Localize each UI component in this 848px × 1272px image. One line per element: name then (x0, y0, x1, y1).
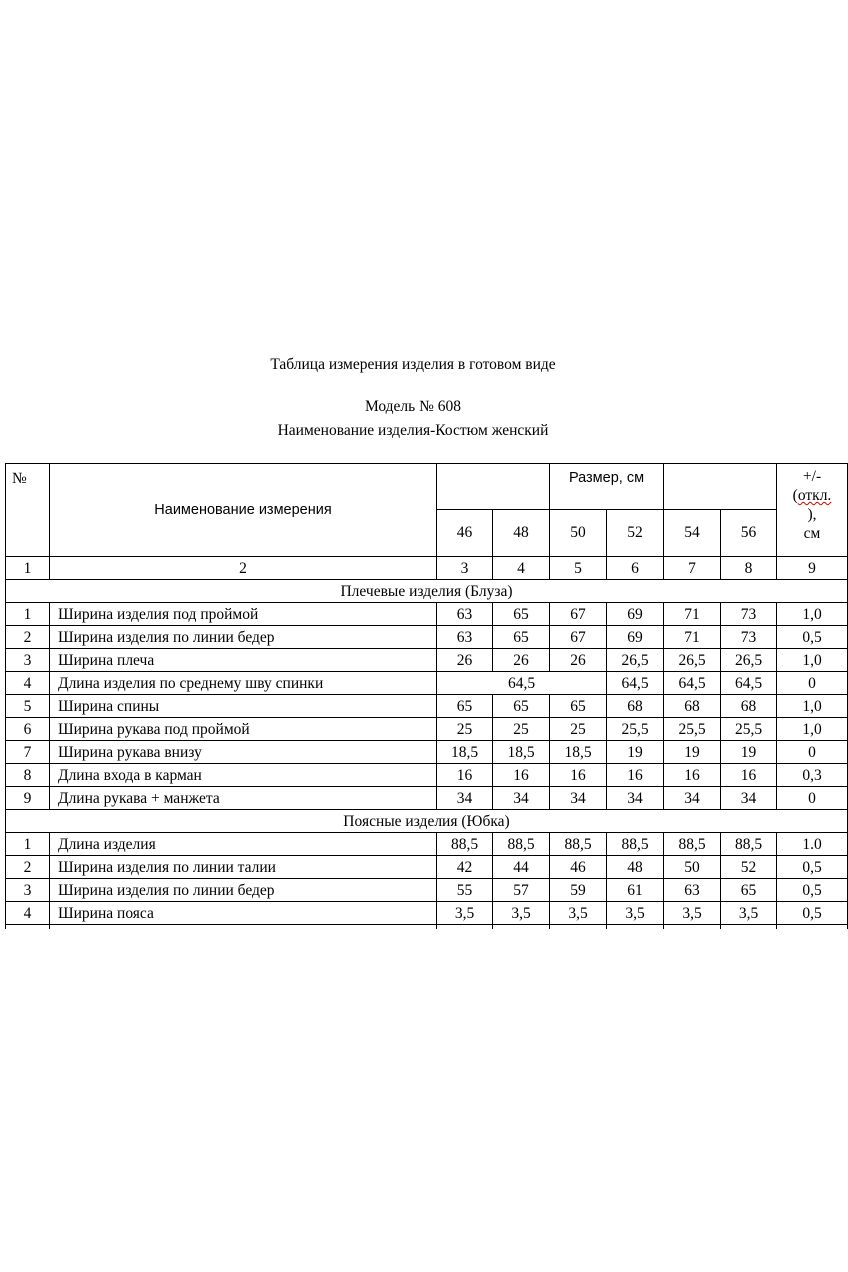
size-value: 67 (550, 626, 607, 649)
size-value: 26 (550, 649, 607, 672)
row-number: 8 (6, 764, 50, 787)
table-row (6, 902, 848, 925)
table-row (6, 672, 848, 695)
header-size-blank-left (437, 464, 550, 510)
size-value: 42 (437, 856, 493, 879)
size-value: 16 (437, 764, 493, 787)
size-value: 19 (607, 741, 664, 764)
size-value: 71 (664, 603, 721, 626)
measurement-name: Ширина рукава внизу (50, 741, 437, 764)
size-value: 68 (607, 695, 664, 718)
stub-cell (777, 925, 848, 930)
size-value: 3,5 (550, 902, 607, 925)
column-number: 5 (550, 557, 607, 580)
column-number: 4 (493, 557, 550, 580)
size-value: 64,5 (664, 672, 721, 695)
size-value: 26,5 (721, 649, 777, 672)
row-number: 7 (6, 741, 50, 764)
size-value: 52 (721, 856, 777, 879)
document-title: Таблица измерения изделия в готовом виде (270, 356, 556, 373)
measurement-name: Длина рукава + манжета (50, 787, 437, 810)
row-number: 2 (6, 626, 50, 649)
size-value: 25,5 (607, 718, 664, 741)
size-value: 88,5 (664, 833, 721, 856)
measurement-name: Ширина изделия по линии бедер (50, 879, 437, 902)
tolerance-value: 1.0 (777, 833, 848, 856)
row-number: 5 (6, 695, 50, 718)
size-value: 34 (721, 787, 777, 810)
tolerance-unit: см (803, 525, 821, 542)
size-value: 71 (664, 626, 721, 649)
size-value: 3,5 (607, 902, 664, 925)
table-row (6, 649, 848, 672)
size-value: 16 (493, 764, 550, 787)
header-size-blank-right (664, 464, 777, 510)
size-value: 69 (607, 603, 664, 626)
measurement-name: Ширина изделия под проймой (50, 603, 437, 626)
size-50: 50 (550, 509, 607, 556)
tolerance-value: 0,3 (777, 764, 848, 787)
measurement-name: Ширина пояса (50, 902, 437, 925)
tolerance-value: 1,0 (777, 649, 848, 672)
size-value: 88,5 (550, 833, 607, 856)
row-number: 1 (6, 603, 50, 626)
size-value: 18,5 (493, 741, 550, 764)
column-number: 3 (437, 557, 493, 580)
row-number: 6 (6, 718, 50, 741)
stub-cell (6, 925, 50, 930)
size-value: 25 (550, 718, 607, 741)
tolerance-value: 0 (777, 787, 848, 810)
size-value: 63 (664, 879, 721, 902)
size-value: 65 (721, 879, 777, 902)
column-number-row (6, 557, 848, 580)
size-value: 34 (664, 787, 721, 810)
table-row (6, 695, 848, 718)
tolerance-abbr: откл. (797, 487, 832, 504)
size-value: 25 (493, 718, 550, 741)
tolerance-value: 0 (777, 672, 848, 695)
size-value: 67 (550, 603, 607, 626)
tolerance-sign: +/- (802, 468, 822, 485)
size-value: 73 (721, 603, 777, 626)
size-value: 63 (437, 603, 493, 626)
tolerance-value: 0,5 (777, 879, 848, 902)
size-value: 65 (493, 603, 550, 626)
measurement-table (5, 463, 848, 929)
column-number: 9 (777, 557, 848, 580)
table-bottom-stub (6, 925, 848, 930)
section-header-row (6, 580, 848, 603)
table-row (6, 833, 848, 856)
size-value: 59 (550, 879, 607, 902)
column-number: 7 (664, 557, 721, 580)
row-number: 3 (6, 879, 50, 902)
size-value: 88,5 (437, 833, 493, 856)
section-header-row (6, 810, 848, 833)
size-value: 34 (607, 787, 664, 810)
measurement-name: Длина изделия (50, 833, 437, 856)
table-row (6, 764, 848, 787)
size-value: 3,5 (493, 902, 550, 925)
size-value: 25,5 (664, 718, 721, 741)
tolerance-value: 0,5 (777, 856, 848, 879)
tolerance-value: 1,0 (777, 695, 848, 718)
size-value: 25,5 (721, 718, 777, 741)
size-value: 26 (493, 649, 550, 672)
section-title: Плечевые изделия (Блуза) (6, 580, 848, 603)
stub-cell (437, 925, 493, 930)
size-46: 46 (437, 509, 493, 556)
size-value: 3,5 (664, 902, 721, 925)
column-number: 1 (6, 557, 50, 580)
stub-cell (550, 925, 607, 930)
size-value: 48 (607, 856, 664, 879)
tolerance-value: 0,5 (777, 902, 848, 925)
size-value: 34 (493, 787, 550, 810)
row-number: 9 (6, 787, 50, 810)
size-value: 64,5 (721, 672, 777, 695)
size-value: 69 (607, 626, 664, 649)
size-value: 55 (437, 879, 493, 902)
size-56: 56 (721, 509, 777, 556)
size-value: 61 (607, 879, 664, 902)
tolerance-value: 1,0 (777, 718, 848, 741)
size-value: 19 (721, 741, 777, 764)
header-size-group: Размер, см (550, 464, 664, 510)
size-value: 18,5 (437, 741, 493, 764)
size-value: 25 (437, 718, 493, 741)
size-value: 65 (550, 695, 607, 718)
size-48: 48 (493, 509, 550, 556)
size-value: 44 (493, 856, 550, 879)
size-value: 26 (437, 649, 493, 672)
size-value: 64,5 (607, 672, 664, 695)
model-number: Модель № 608 (364, 398, 462, 415)
product-name: Наименование изделия-Костюм женский (277, 422, 549, 439)
tolerance-value: 1,0 (777, 603, 848, 626)
size-value: 63 (437, 626, 493, 649)
size-value: 65 (493, 695, 550, 718)
stub-cell (50, 925, 437, 930)
table-row (6, 741, 848, 764)
size-value: 88,5 (607, 833, 664, 856)
table-row (6, 856, 848, 879)
size-value: 73 (721, 626, 777, 649)
row-number: 3 (6, 649, 50, 672)
stub-cell (493, 925, 550, 930)
size-value: 68 (664, 695, 721, 718)
table-row (6, 718, 848, 741)
stub-cell (721, 925, 777, 930)
stub-cell (664, 925, 721, 930)
size-value: 34 (437, 787, 493, 810)
size-value: 16 (607, 764, 664, 787)
column-number: 2 (50, 557, 437, 580)
measurement-name: Ширина рукава под проймой (50, 718, 437, 741)
stub-cell (607, 925, 664, 930)
measurement-name: Ширина плеча (50, 649, 437, 672)
size-value: 3,5 (721, 902, 777, 925)
row-number: 2 (6, 856, 50, 879)
size-value: 34 (550, 787, 607, 810)
size-value: 3,5 (437, 902, 493, 925)
size-value: 68 (721, 695, 777, 718)
row-number: 4 (6, 902, 50, 925)
size-value: 19 (664, 741, 721, 764)
size-value: 26,5 (607, 649, 664, 672)
size-value: 16 (664, 764, 721, 787)
merged-size-value: 64,5 (437, 672, 607, 695)
header-no: № (6, 464, 50, 557)
tolerance-value: 0,5 (777, 626, 848, 649)
measurement-name: Ширина изделия по линии талии (50, 856, 437, 879)
header-name: Наименование измерения (50, 464, 437, 557)
size-value: 16 (721, 764, 777, 787)
row-number: 1 (6, 833, 50, 856)
size-value: 18,5 (550, 741, 607, 764)
measurement-name: Ширина спины (50, 695, 437, 718)
size-52: 52 (607, 509, 664, 556)
header-tolerance: +/- (откл. ), см (777, 464, 848, 557)
column-number: 6 (607, 557, 664, 580)
size-54: 54 (664, 509, 721, 556)
column-number: 8 (721, 557, 777, 580)
table-row (6, 879, 848, 902)
measurement-name: Длина входа в карман (50, 764, 437, 787)
size-value: 16 (550, 764, 607, 787)
measurement-name: Длина изделия по среднему шву спинки (50, 672, 437, 695)
size-value: 50 (664, 856, 721, 879)
size-value: 65 (437, 695, 493, 718)
size-value: 57 (493, 879, 550, 902)
size-value: 26,5 (664, 649, 721, 672)
table-row (6, 626, 848, 649)
size-value: 88,5 (493, 833, 550, 856)
table-row (6, 787, 848, 810)
section-title: Поясные изделия (Юбка) (6, 810, 848, 833)
size-value: 88,5 (721, 833, 777, 856)
row-number: 4 (6, 672, 50, 695)
table-row (6, 603, 848, 626)
size-value: 65 (493, 626, 550, 649)
tolerance-mid: ), (807, 506, 817, 523)
size-value: 46 (550, 856, 607, 879)
tolerance-value: 0 (777, 741, 848, 764)
measurement-name: Ширина изделия по линии бедер (50, 626, 437, 649)
